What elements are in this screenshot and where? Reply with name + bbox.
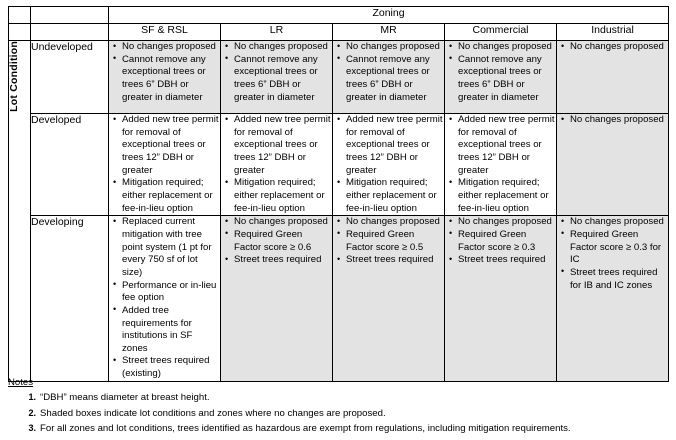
bullet-list bbox=[109, 41, 220, 104]
bullet-list bbox=[221, 114, 332, 215]
table-body bbox=[9, 41, 669, 382]
cell-developing-commercial bbox=[445, 216, 557, 382]
group-header-row bbox=[9, 7, 669, 24]
list-item: • Replaced current mitigation with tree point system (1 pt for every 750 sf of lot size) bbox=[121, 216, 220, 279]
corner-blank-axis bbox=[9, 7, 31, 24]
list-item: • Required Green Factor score ≥ 0.6 bbox=[233, 229, 332, 254]
cell-developed-mr bbox=[333, 114, 445, 216]
list-item: • No changes proposed bbox=[345, 41, 444, 54]
list-item: • Cannot remove any exceptional trees or trees 6” DBH or greater in diameter bbox=[457, 54, 556, 105]
list-item: • Cannot remove any exceptional trees or trees 6” DBH or greater in diameter bbox=[345, 54, 444, 105]
notes-title: Notes bbox=[8, 377, 34, 388]
list-item: • Added new tree permit for removal of exceptional trees or trees 12” DBH or greater bbox=[345, 114, 444, 177]
list-item: • Added new tree permit for removal of exceptional trees or trees 12” DBH or greater bbox=[233, 114, 332, 177]
list-item: • Mitigation required; either replacement or fee-in-lieu option bbox=[233, 177, 332, 215]
cell-developed-commercial bbox=[445, 114, 557, 216]
bullet-list bbox=[109, 114, 220, 215]
list-item: • No changes proposed bbox=[121, 41, 220, 54]
note-item: For all zones and lot conditions, trees identified as hazardous are exempt from regulations, including mitigation requirements. bbox=[40, 423, 571, 435]
list-item: • No changes proposed bbox=[569, 216, 668, 229]
row-header-developed: Developed bbox=[31, 114, 109, 216]
list-item: • Cannot remove any exceptional trees or trees 6” DBH or greater in diameter bbox=[121, 54, 220, 105]
notes-list bbox=[8, 390, 668, 437]
column-header-sf-rsl: SF & RSL bbox=[109, 24, 221, 41]
cell-developing-sf-rsl bbox=[109, 216, 221, 382]
cell-undeveloped-commercial bbox=[445, 41, 557, 114]
corner-blank-rowhead bbox=[31, 7, 109, 24]
bullet-list bbox=[221, 41, 332, 104]
row-header-undeveloped: Undeveloped bbox=[31, 41, 109, 114]
bullet-list bbox=[333, 114, 444, 215]
list-item: • Added new tree permit for removal of exceptional trees or trees 12” DBH or greater bbox=[121, 114, 220, 177]
table-row bbox=[9, 216, 669, 382]
bullet-list bbox=[221, 216, 332, 267]
list-item: • Required Green Factor score ≥ 0.3 bbox=[457, 229, 556, 254]
bullet-list bbox=[333, 216, 444, 267]
bullet-list bbox=[445, 216, 556, 267]
cell-undeveloped-mr bbox=[333, 41, 445, 114]
list-item: • Street trees required bbox=[233, 254, 332, 267]
list-item: • Cannot remove any exceptional trees or trees 6” DBH or greater in diameter bbox=[233, 54, 332, 105]
corner-blank-axis-2 bbox=[9, 24, 31, 41]
list-item: • Street trees required bbox=[457, 254, 556, 267]
list-item: • No changes proposed bbox=[569, 41, 668, 54]
table-row bbox=[9, 41, 669, 114]
list-item: • Mitigation required; either replacement or fee-in-lieu option bbox=[121, 177, 220, 215]
list-item: • Mitigation required; either replacement or fee-in-lieu option bbox=[345, 177, 444, 215]
bullet-list bbox=[445, 41, 556, 104]
corner-blank-rowhead-2 bbox=[31, 24, 109, 41]
cell-undeveloped-sf-rsl bbox=[109, 41, 221, 114]
cell-developed-industrial bbox=[557, 114, 669, 216]
list-item: • Mitigation required; either replacement or fee-in-lieu option bbox=[457, 177, 556, 215]
list-item: • No changes proposed bbox=[345, 216, 444, 229]
table-row bbox=[9, 114, 669, 216]
list-item: • Street trees required for IB and IC zones bbox=[569, 267, 668, 292]
list-item: • Required Green Factor score ≥ 0.3 for IC bbox=[569, 229, 668, 267]
column-header-lr: LR bbox=[221, 24, 333, 41]
list-item: • No changes proposed bbox=[457, 41, 556, 54]
note-item: “DBH” means diameter at breast height. bbox=[40, 392, 210, 403]
cell-developed-sf-rsl bbox=[109, 114, 221, 216]
notes-section bbox=[8, 377, 668, 437]
bullet-list bbox=[557, 41, 668, 54]
list-item: • Required Green Factor score ≥ 0.5 bbox=[345, 229, 444, 254]
bullet-list bbox=[333, 41, 444, 104]
list-item: • No changes proposed bbox=[457, 216, 556, 229]
list-item: • No changes proposed bbox=[233, 216, 332, 229]
cell-developing-lr bbox=[221, 216, 333, 382]
bullet-list bbox=[557, 216, 668, 292]
list-item: • Added new tree permit for removal of exceptional trees or trees 12” DBH or greater bbox=[457, 114, 556, 177]
cell-undeveloped-industrial bbox=[557, 41, 669, 114]
bullet-list bbox=[445, 114, 556, 215]
lot-condition-axis-label-text: Lot Condition bbox=[8, 41, 20, 112]
list-item: • Street trees required (existing) bbox=[121, 355, 220, 380]
cell-developed-lr bbox=[221, 114, 333, 216]
bullet-list bbox=[557, 114, 668, 127]
cell-undeveloped-lr bbox=[221, 41, 333, 114]
list-item: • No changes proposed bbox=[233, 41, 332, 54]
bullet-list bbox=[109, 216, 220, 381]
column-header-industrial: Industrial bbox=[557, 24, 669, 41]
column-header-commercial: Commercial bbox=[445, 24, 557, 41]
lot-condition-axis-label bbox=[9, 41, 31, 382]
zoning-lot-condition-matrix bbox=[8, 6, 669, 382]
row-header-developing: Developing bbox=[31, 216, 109, 382]
list-item: • No changes proposed bbox=[569, 114, 668, 127]
zoning-group-header: Zoning bbox=[109, 7, 669, 24]
table-header bbox=[9, 7, 669, 41]
list-item: • Added tree requirements for institutions in SF zones bbox=[121, 305, 220, 356]
cell-developing-mr bbox=[333, 216, 445, 382]
list-item: • Performance or in-lieu fee option bbox=[121, 280, 220, 305]
note-item: Shaded boxes indicate lot conditions and zones where no changes are proposed. bbox=[40, 407, 386, 419]
column-header-mr: MR bbox=[333, 24, 445, 41]
cell-developing-industrial bbox=[557, 216, 669, 382]
column-header-row bbox=[9, 24, 669, 41]
list-item: • Street trees required bbox=[345, 254, 444, 267]
